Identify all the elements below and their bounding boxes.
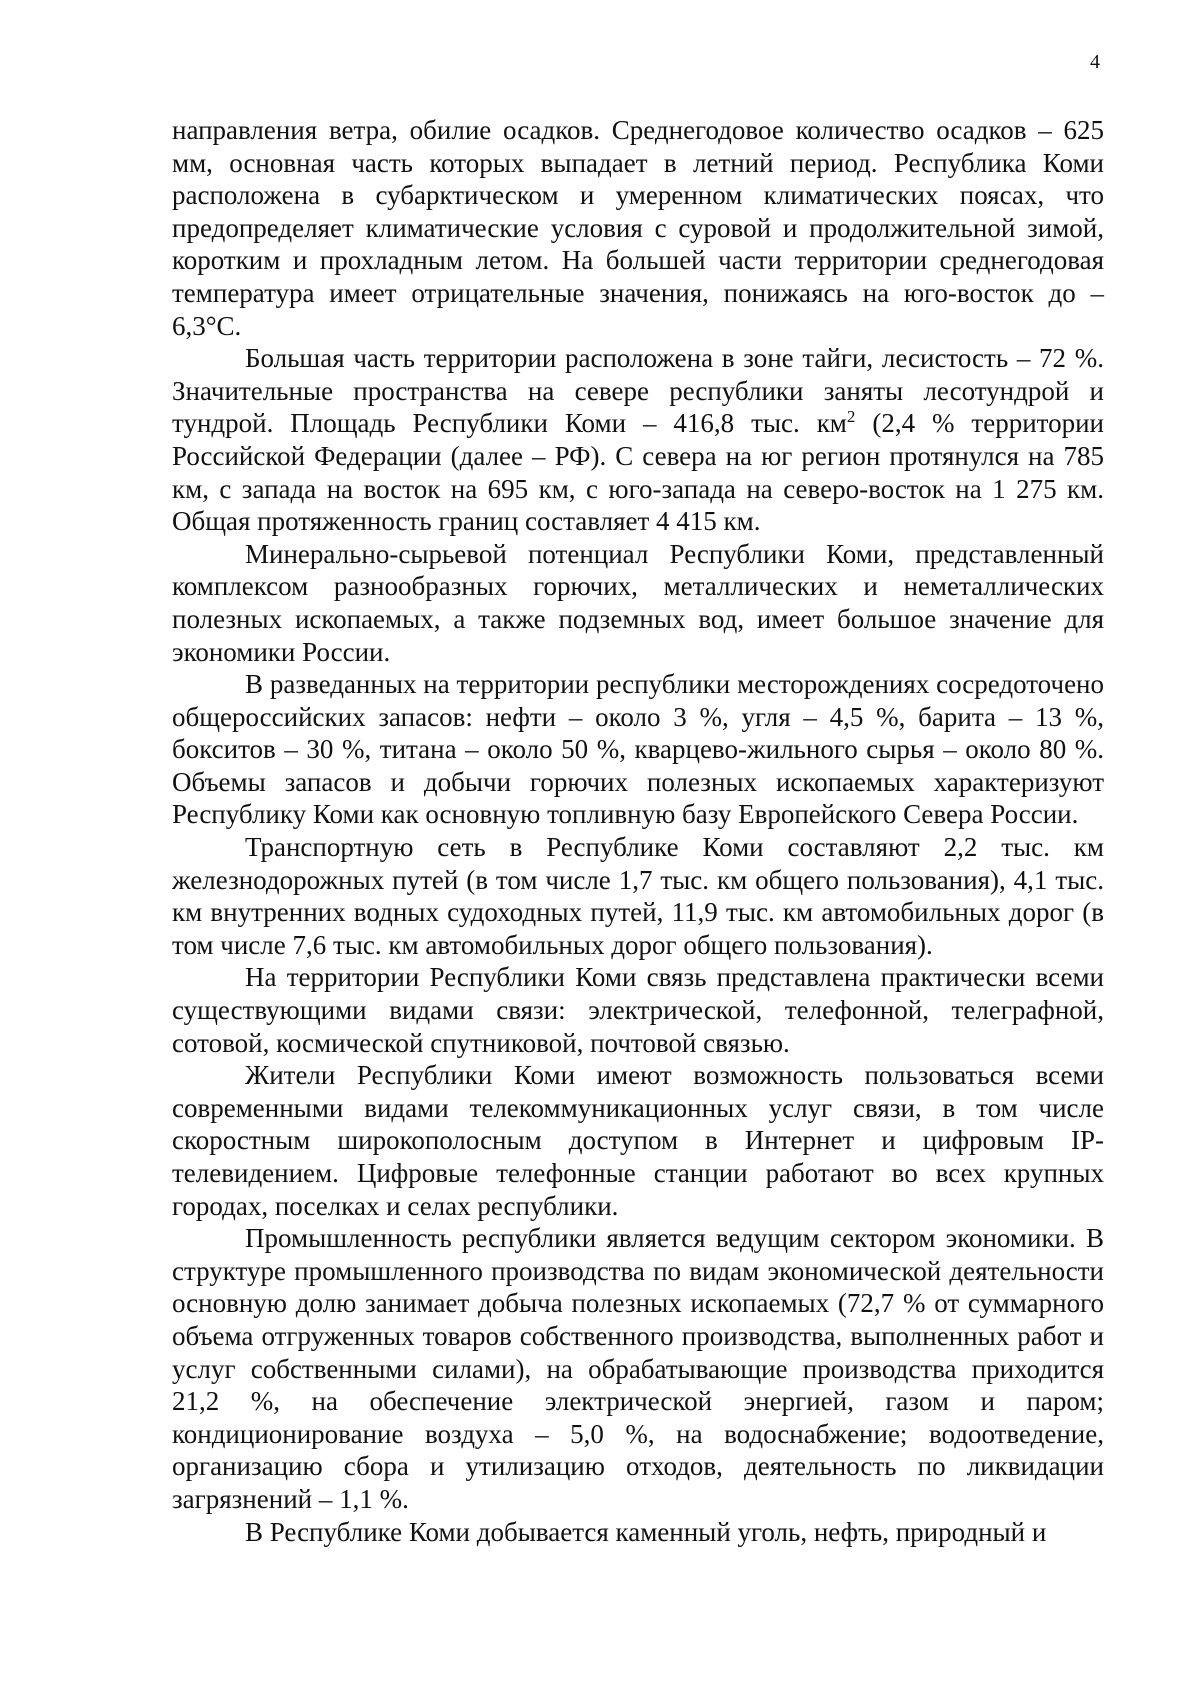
paragraph-mineral-potential: Минерально-сырьевой потенциал Республики Коми, представленный комплексом разнообразных горючих, металлических и неметаллических полезных ископаемых, а также подземных вод, имеет большое значение для экономики России.: [172, 538, 1104, 667]
paragraph-communication: На территории Республики Коми связь представлена практически всеми существующими видами связи: электрической, телефонной, телеграфной, сотовой, космической спутниковой, почтовой связью.: [172, 962, 1104, 1058]
paragraph-climate: направления ветра, обилие осадков. Среднегодовое количество осадков – 625 мм, основная часть которых выпадает в летний период. Республика Коми расположена в субарктическом и умеренном климатических поясах, что предопределяет климатические условия с суровой и продолжительной зимой, коротким и прохладным летом. На большей части территории среднегодовая температура имеет отрицательные значения, понижаясь на юго-восток до – 6,3°С.: [172, 115, 1104, 341]
paragraph-industry: Промышленность республики является ведущим сектором экономики. В структуре промышленного производства по видам экономической деятельности основную долю занимает добыча полезных ископаемых (72,7 % от суммарного объема отгруженных товаров собственного производства, выполненных работ и услуг собственными силами), на обрабатывающие производства приходится 21,2 %, на обеспечение электрической энергией, газом и паром; кондиционирование воздуха – 5,0 %, на водоснабжение; водоотведение, организацию сбора и утилизацию отходов, деятельность по ликвидации загрязнений – 1,1 %.: [172, 1223, 1104, 1514]
paragraph-telecom: Жители Республики Коми имеют возможность пользоваться всеми современными видами телекоммуникационных услуг связи, в том числе скоростным широкополосным доступом в Интернет и цифровым IP-телевидением. Цифровые телефонные станции работают во всех крупных городах, поселках и селах республики.: [172, 1060, 1104, 1221]
paragraph-territory-text-after: (2,4 % территории Российской Федерации (далее – РФ). С севера на юг регион протянулся на 785 км, с запада на восток на 695 км, с юго-запада на северо-восток на 1 275 км. Общая протяженность границ составляет 4 415 км.: [172, 408, 1105, 537]
superscript-square: 2: [846, 407, 856, 427]
paragraph-reserves: В разведанных на территории республики месторождениях сосредоточено общероссийских запасов: нефти – около 3 %, угля – 4,5 %, барита – 13 %, бокситов – 30 %, титана – около 50 %, кварцево-жильного сырья – около 80 %. Объемы запасов и добычи горючих полезных ископаемых характеризуют Республику Коми как основную топливную базу Европейского Севера России.: [172, 669, 1104, 830]
paragraph-transport: Транспортную сеть в Республике Коми составляют 2,2 тыс. км железнодорожных путей (в том числе 1,7 тыс. км общего пользования), 4,1 тыс. км внутренних водных судоходных путей, 11,9 тыс. км автомобильных дорог (в том числе 7,6 тыс. км автомобильных дорог общего пользования).: [172, 832, 1104, 960]
paragraph-territory-text-before: Большая часть территории расположена в зоне тайги, лесистость – 72 %. Значительные пространства на севере республики заняты лесотундрой и тундрой. Площадь Республики Коми – 416,8 тыс. км: [172, 343, 1104, 439]
paragraph-territory: [172, 342, 1104, 538]
page-number: 4: [1090, 51, 1100, 73]
paragraph-mining: В Республике Коми добывается каменный уголь, нефть, природный и: [245, 1516, 1047, 1547]
body-text: [172, 114, 1104, 1548]
